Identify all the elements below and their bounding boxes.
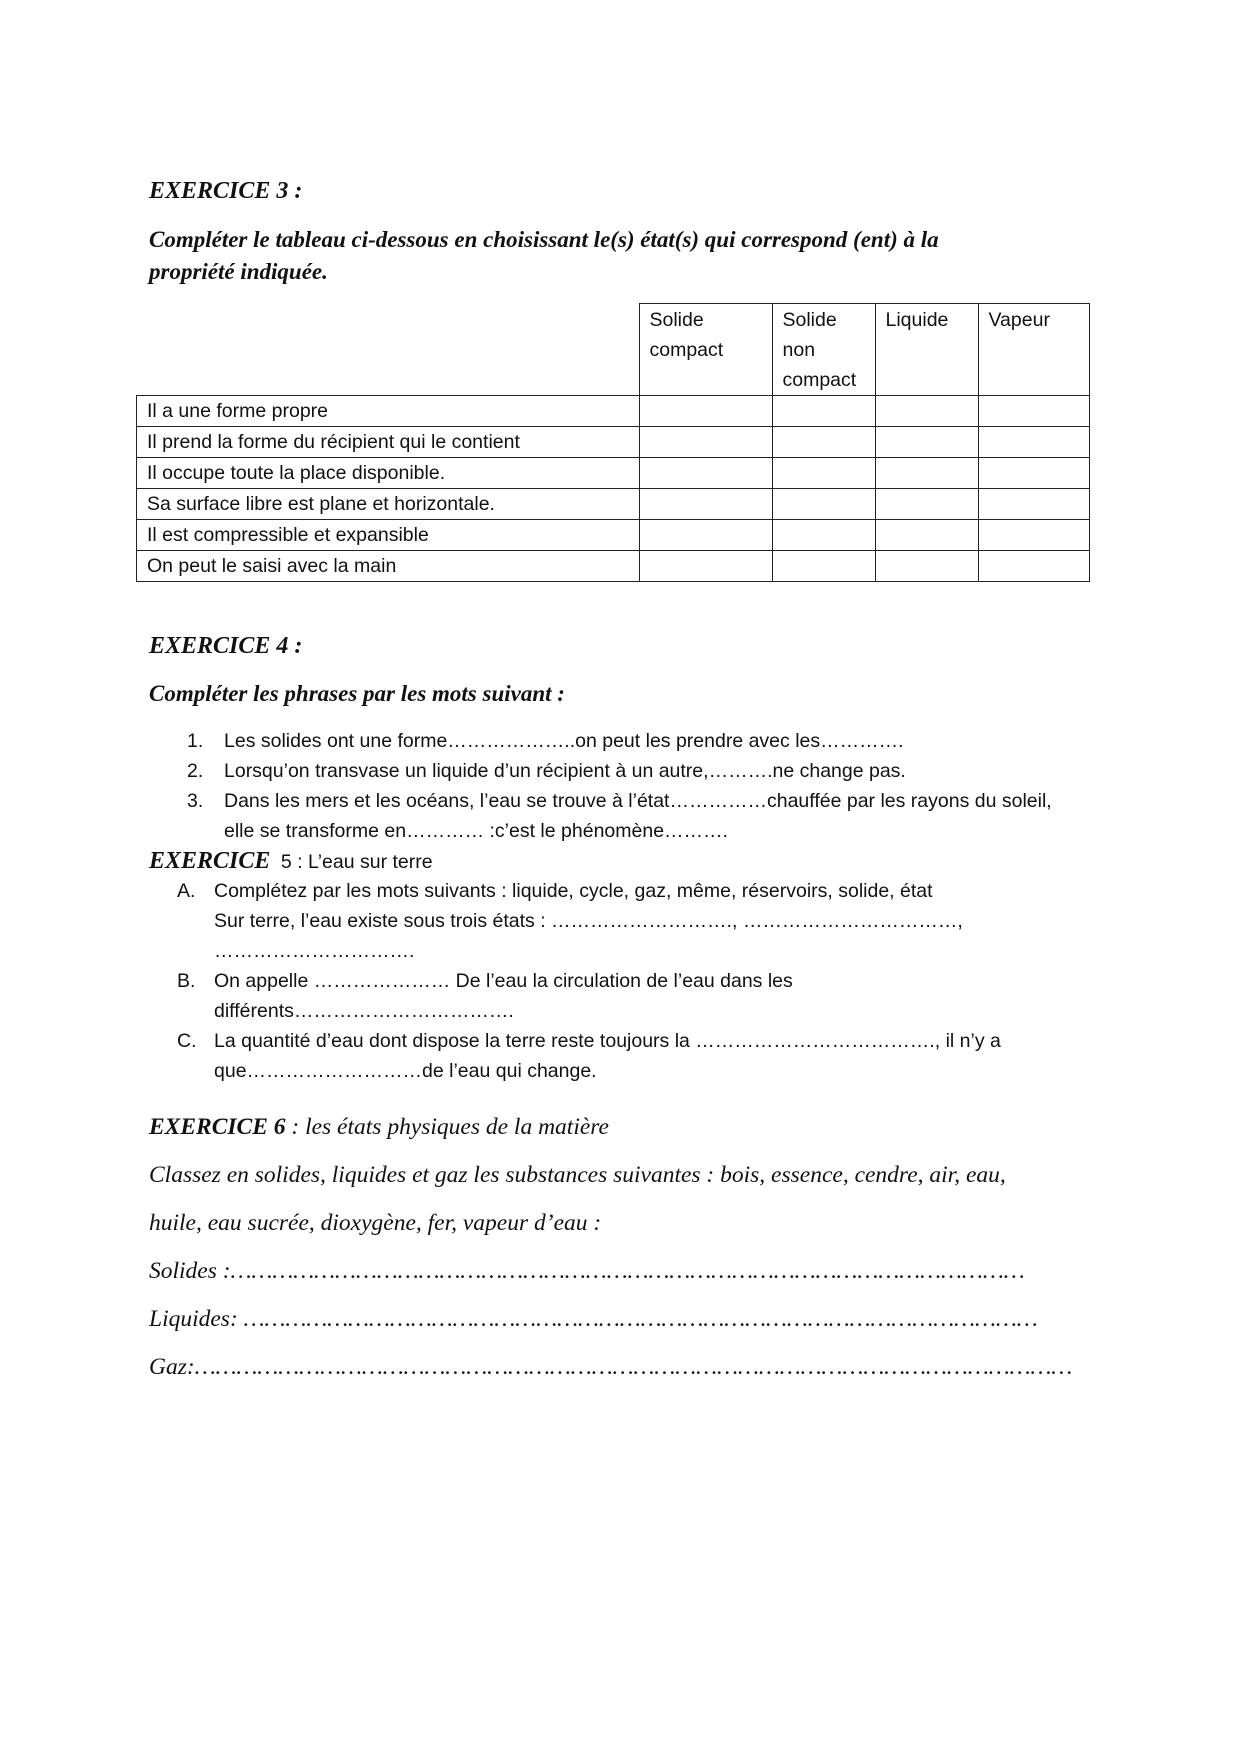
header-solide-compact: Solide compact [639,304,772,396]
list-item [187,786,1107,846]
list-item-text: On appelle ………………… De l’eau la circulation de l’eau dans les [214,970,793,992]
answer-cell[interactable] [772,520,875,551]
property-label: On peut le saisi avec la main [137,551,640,582]
exercise-4-list [187,726,1107,846]
answer-cell[interactable] [772,427,875,458]
list-marker: C. [177,1030,197,1052]
list-marker: A. [177,880,196,902]
answer-cell[interactable] [772,396,875,427]
answer-cell[interactable] [978,489,1089,520]
exercise-5-subtitle: 5 : L’eau sur terre [280,851,433,873]
answer-cell[interactable] [875,520,978,551]
exercise-6-title [149,1114,609,1141]
answer-cell[interactable] [978,551,1089,582]
list-item-text: La quantité d’eau dont dispose la terre reste toujours la ………………………………., il n’y a [214,1030,1001,1052]
list-item-text: différents……………………………. [214,1000,514,1022]
list-item-text: Les solides ont une forme………………..on peut les prendre avec les…………. [224,730,904,752]
exercise-3-instruction-line1: Compléter le tableau ci-dessous en choisissant le(s) état(s) qui correspond (ent) à la [149,227,939,252]
answer-cell[interactable] [772,551,875,582]
property-label: Il prend la forme du récipient qui le contient [137,427,640,458]
answer-cell[interactable] [639,458,772,489]
header-solide-non-compact: Solide non compact [772,304,875,396]
states-table [136,303,1090,582]
exercise-6-title-text: EXERCICE 6 [149,1114,286,1140]
answer-cell[interactable] [639,520,772,551]
header-vapeur: Vapeur [978,304,1089,396]
exercise-4-title: EXERCICE 4 : [149,633,303,659]
property-label: Il a une forme propre [137,396,640,427]
exercise-5-title-text: EXERCICE [149,848,271,874]
list-item [187,726,1107,756]
list-item [187,756,1107,786]
list-item-text: Dans les mers et les océans, l’eau se trouve à l’état……………chauffée par les rayons du soleil, [224,790,1052,812]
table-row [137,396,1090,427]
answer-cell[interactable] [875,427,978,458]
answer-cell[interactable] [639,551,772,582]
answer-cell[interactable] [772,458,875,489]
list-marker: 2. [187,760,204,782]
exercise-3-instruction-line2: propriété indiquée. [149,259,328,284]
list-item-text: Complétez par les mots suivants : liquide, cycle, gaz, même, réservoirs, solide, état [214,880,933,902]
answer-cell[interactable] [639,489,772,520]
answer-cell[interactable] [978,427,1089,458]
answer-cell[interactable] [875,458,978,489]
list-item-text: que………………………de l’eau qui change. [214,1060,597,1082]
property-label: Sa surface libre est plane et horizontale. [137,489,640,520]
exercise-3-title: EXERCICE 3 : [149,178,303,204]
answer-cell[interactable] [639,396,772,427]
list-item [177,966,1117,1026]
exercise-6-instruction-line2: huile, eau sucrée, dioxygène, fer, vapeur d’eau : [149,1210,602,1236]
property-label: Il est compressible et expansible [137,520,640,551]
property-label: Il occupe toute la place disponible. [137,458,640,489]
answer-line-gaz[interactable]: Gaz:……………………………………………………………………………………………………………… [149,1354,1073,1380]
exercise-6-subtitle: : les états physiques de la matière [285,1114,609,1140]
table-row [137,551,1090,582]
table-row [137,458,1090,489]
list-marker: 3. [187,790,204,812]
list-item [177,1026,1117,1086]
list-item-text: elle se transforme en………… :c’est le phénomène………. [224,820,728,842]
answer-cell[interactable] [978,396,1089,427]
list-marker: 1. [187,730,204,752]
table-header-row [137,304,1090,396]
table-row [137,520,1090,551]
header-liquide: Liquide [875,304,978,396]
exercise-4-instruction: Compléter les phrases par les mots suivant : [149,681,565,706]
list-marker: B. [177,970,196,992]
exercise-3-instruction [149,224,939,288]
table-row [137,489,1090,520]
answer-line-solides[interactable]: Solides :…………………………………………………………………………………………………… [149,1258,1025,1284]
answer-cell[interactable] [875,489,978,520]
list-item-text: Sur terre, l’eau existe sous trois états : ………………………., ……………………………, [214,910,963,932]
answer-cell[interactable] [639,427,772,458]
answer-cell[interactable] [772,489,875,520]
answer-cell[interactable] [978,458,1089,489]
exercise-5-list [177,876,1117,1086]
table-row [137,427,1090,458]
answer-line-liquides[interactable]: Liquides: …………………………………………………………………………………………………… [149,1306,1038,1332]
list-item-text: …………………………. [214,940,415,962]
answer-cell[interactable] [875,396,978,427]
answer-cell[interactable] [875,551,978,582]
table-header-blank [137,304,640,396]
exercise-6-instruction-line1: Classez en solides, liquides et gaz les substances suivantes : bois, essence, cendre, air, eau, [149,1162,1006,1188]
list-item [177,876,1117,966]
answer-cell[interactable] [978,520,1089,551]
exercise-5-title [149,848,433,875]
list-item-text: Lorsqu’on transvase un liquide d’un récipient à un autre,……….ne change pas. [224,760,906,782]
